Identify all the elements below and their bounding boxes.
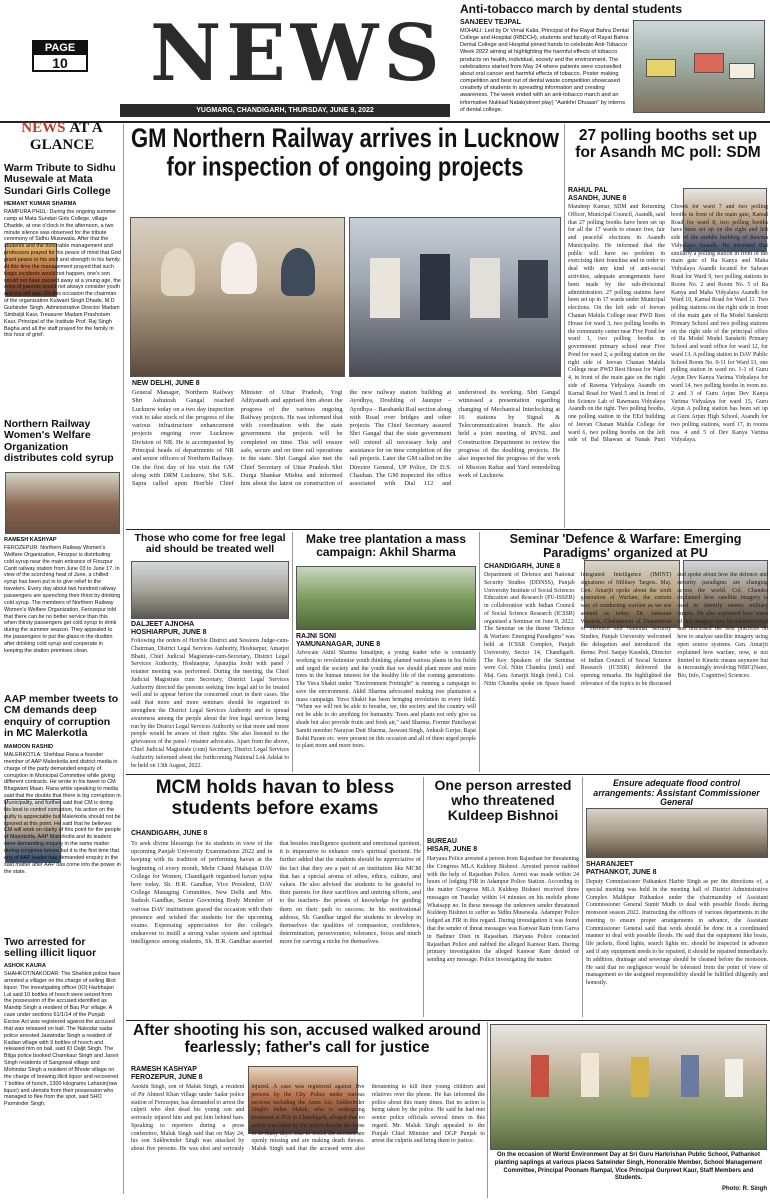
masthead-title: NEWS (150, 8, 445, 99)
poll-body: Mandeep Kumar, SDM and Returning Officer, Municipal Council, Asandh, said that 27 polling booths have been set up for all the 17 wards to ensure free, fair and peaceful elections in Asandh Municipality. He informed that the public will have no problem in exercising their franchise and in order to deal with any kind of anti-social activities, adequate arrangements have been made by the sub-divisional administration. 27 polling stations have been set up in 17 wards under Municipal elections. On the left side of Jeevan Chanan Mahila College near PWD Rest House for ward 3, two polling booths in the community center near Five Pond for ward 1, two polling booths in government primary school near Five Pond for ward 2, a polling station on the right side of Jeevan Chanan Mahila College near PWD Rest House for Ward 4, in front of the main gate on the right side of Rawma Vidyalaya Asandh on Karnal Road for Ward 5 and in front of the Science Lab of Rawmara Vidyalaya Asandh on the right. Two polling booths, one polling station in the EEd building of Jeevan Chanan Mahila College for ward 6, two polling booths on the left side of Bal Bhawan at Nanak Puni Chowk for ward 7 and two polling booths in front of the main gate, Kamal Road for ward 8, two polling booths have been set up on the right and left side of the middle building of Rawma Vidyalaya Asandh. He informed that similarly a polling station in front of the main gate of Ra Kanya and Maha Vidyalaya Asandh located for Salwan Road for Ward 9, two polling stations in Room No. 2 and Room No. 5 of Ra Kanya and Maha Vidyalaya Asandh for Ward 10, Karnal Road for Ward 11. Two polling stations on the right side in front of the main gate of Ra Model Sanskriti Primary School and two polling stations on the right side of the principal office of Ra Model Model Sanskriti Primary School and ward office for ward 12, for ward 13. A polling station in DAV Public School Room No. 0-11 for Ward 13, one polling station in ward no. 1-1 of Guru Arjun Dev Kanya Varima Vidyalaya for ward 14, two polling booths in room no. 2 and 3 of Guru Arjun Dev Kanya Varima Vidyalaya for ward 15, Guru Arjun A polling station has been set up at Guru Arjun High School, Asandh for two polling stations, ward 17, in rooms nos. 4 and 5 of Dev Kanya Varima Vidyalaya. (568, 204, 768, 444)
legal-meeting-photo (131, 561, 289, 619)
shoot-dateline: FEROZEPUR, JUNE 8 (131, 1074, 203, 1081)
poll-dateline: ASANDH, JUNE 8 (568, 195, 627, 202)
g4-byline: ASHOK KAURA (4, 963, 46, 969)
poll-title: 27 polling booths set up for Asandh MC poll: SDM (575, 127, 761, 161)
g1-body: RAMPURA PHUL: During the ongoing summer camp at Mata Sundari Girls College, village Dhadde, at one o'clock in the afternoon, a two minute silence was observed for the tribute ceremony of Sidhu Musewala. After that the students and the honorable management and professors prayed for his peace of mind that God grant peace to his soul and strength to his family. At this time the management prayed that such tragic incidents would not happen, one's son would not have passed away at a young age, the sons of parents would not always consider youth and cry old age. On this occasion the chairman of the organization Kulwant Singh Dhade, M.D Gurbinder Singh, Administrative Director Madam Simbaljit Kaur, Treasurer Madam Prashotam Kaur, Principal of the Institute Prof. Raj Singh Bagha and all the staff prayed for the family in this hour of grief. (4, 209, 121, 339)
gm-meeting-photo-2 (349, 217, 561, 377)
tree-byline: RAJNI SONI (296, 633, 337, 640)
g3-title: AAP member tweets to CM demands deep enquiry of corruption in MC Malerkotla (4, 693, 119, 739)
environment-day-caption: On the occasion of World Environment Day at Sri Guru Harkrishan Public School, Pathankot planting saplings at various places Satwinder Singh, Honorable Member, School Management Committee, Principal Poonam Rampal, Vice Principal Gurpreet Kaur, Staff Members and Students. (494, 1152, 763, 1182)
cold-syrup-photo (5, 472, 120, 534)
g1-byline: HEMANT KUMAR SHARMA (4, 201, 77, 207)
poll-divider (564, 124, 565, 528)
g2-title: Northern Railway Women's Welfare Organization distributes cold syrup (4, 418, 114, 464)
mcm-body: To seek divine blessings for its students in view of the upcoming Panjab University Examinations 2022 and in keeping with its tradition of performing havan at the beginning of every month, Mehr Chand Mahajan DAV College for Women, Chandigarh organised havan yajna here today. Sh. H.R. Gandhar, Vice President, DAV College Managing Committee, New Delhi and Mrs. Sudesh Gandhar, Senior Governing Body Member of various DAV institutions graced the occasion with their presence and wished the students for the upcoming exams. Expressing appreciation for the college's endeavour to instill a strong value system and spiritual intelligence among students, Sh. H.R. Gandhar asserted that besides intelligence quotient and emotional quotient, it is imperative to enhance one's spiritual quotient. He further added that the students should be appreciative of the fact that they are a part of an institution like MCM that has a special aroma of ethos, ethics, culture, and values. He also advised the students to be grateful to their parents for their sacrifices and untiring efforts, and to the teachers- the priests of knowledge for guiding them on their path to success. In his motivational address, Sh. Gandhar urged the students to develop in themselves the qualities of compassion, confidence, determination, perseverance, tolerance, focus and much more for carving a niche for themselves. (131, 840, 421, 946)
flood-meeting-photo (586, 808, 768, 858)
tree-divider (479, 532, 480, 772)
flood-byline: SHARANJEET (586, 861, 634, 868)
seminar-body: Department of Defence and National Security Studies (DDNSS), Panjab University Institute of Social Sciences Education and Research (PU-ISSER) in collaboration with Indian Council of Social Science Research (ICSSR) organised a Seminar on June 8, 2022. The Seminar on the theme "Defence & Warfare: Emerging Paradigms" was held at ICSSR Complex, Panjab University, Sector 14, Chandigarh. The Key Speakers of the Seminar were Col. Nitin Chandra (retd.) and Maj. Gen. Amarjit Singh (retd.). Col. Nitin Chandra spoke on Space based Integrated Intelligence (IMINT) signatures of Military Targets. Maj. Gen. Amarjit spoke about the sixth generation of Warfare, the current way of conducting warfare as we see around us today. Dr. Jaskaran Waraich, Chairperson of Department of Defence and National Security Studies, Panjab University welcomed the delegation and introduced the theme. Prof. Sanjay Kaushik, Director of Indian Council of Social Science Research (ICSSR) delivered the opening remarks. He highlighted the relevance of the topics to be discussed and spoke about how the defence and security paradigms are changing across the world. Col. Chandra explained how satellite imagery is used to identify enemy military targets. He also explained how some of this imagery may be misinterpreted and discussed the best practices on how to analyse satellite imagery using open source systems. Gen. Amarjit explained how warfare, now, is not limited to Kinetic means anymore but is increasingly involving NBIC(Nano, Bio, Info, Cognitive) Sciences. (484, 572, 768, 687)
g2-body: FEROZEPUR: Northern Railway Women's Welfare Organization, Firozpur is distributing cold syrup near the main entrance of Firozpur Cantt railway station from June 03 to June 17. In view of the scorching heat of June, a chilled syrup has been put in to give relief to the travelers. Every day about two hundred railway passengers are quenching their thirst by drinking cold syrup. The members of Northern Railway Women's Welfare Organization, Ferozepur told that there can be no better service than this when thirsty passengers get cold syrup to drink during the summer season. They appealed to the passengers to put the glass in the dustbin after drinking cold syrup and cooperate in keeping the station premises clean. (4, 545, 121, 654)
tree-title: Make tree plantation a mass campaign: Akhil Sharma (305, 532, 467, 559)
bishnoi-body: Haryana Police arrested a person from Rajasthan for threatening the Congress MLA Kuldeep Bishnoi. Arrested person nabbed with the help of Rajasthan Police. Arrest was made within 24 hours of lodging FIR in Adampur Police Station. According to the matter Congress MLA Kuldeep Bishnoi received three messages on Tuesday within 14 minutes on his mobile phone Whatsapp no. In these message the unknown sender threatened Kuldeep Bishnoi to suffer as Sidhu Musewala. Adampur Police lodged an FIR in this regard. During investigation it was found that the sender of threat messages was Kanwar Ram from Garva in Badmer Distt in Rajasthan. Haryana Police contacted Rajasthan Police and nabbed the alleged Kanwar Ram. During primary investigation the alleged Kanwar Ram denied of sending any message. Police investigating the matter. (427, 856, 579, 964)
glance-header (3, 120, 121, 154)
flood-body: Deputy Commissioner Pathankot Harbir Singh as per the directions of, a special meeting was held in the meeting hall of District Administrative Complex Malikpur Pathankot under the chairmanship of Assistant Commissioner General Sumit Mudh to deal with possible floods during monsoon season 2022. Instructing the officers of various departments in the meeting to ensure proper arrangements in advance, the Assistant Commissioner General said that work should be done in a coordinated manner to deal with possible floods. He said that the equipment like boats, life jackets, flood lights, search lights etc. should be inspected in advance and if any equipment needs to be repaired, it should be repaired immediately. In addition, drainage and sewerage should be cleaned before the monsoon. He said that no negligence would be tolerated from the point of view of management so the assigned responsibility should be fulfilled diligently and honestly. (586, 879, 768, 987)
shoot-byline: RAMESH KASHYAP (131, 1066, 197, 1073)
bishnoi-byline: BUREAU (427, 838, 457, 845)
lead-body: General Manager, Northern Railway Shri Ashutosh Gangal reached Lucknow today on a two day inspection visit to take stock of the progress of the various infrastructure enhancement projects ongoing over Lucknow Division of NR. He is accompanied by Principal heads of departments of NR and senior officers of Northern Railway. On the first day of his visit the GM along with DRM Lucknow, Shri S.K. Sapra called upon Hon'ble Chief Minister of Uttar Pradesh, Yogi Adityanath and apprised him about the progress of the various ongoing Railway projects. He was informed that with coordination with the state government the projects will be completed on time. This will ensure safe, secure and on time rail operations in the state. Shri Gangal also met the Chief Secretary of Uttar Pradesh Shri Durga Shankar Mishra and informed him about the latest on construction of the new railway station building at Ayodhya, Doubling of Jaunpur – Ayodhya – Barabanki Rail section along with Road over bridges and other projects. The Chief Secretary assured Shri Gangal that the state government will extend all necessary help and assistance for on time completion of the rail projects. Later the GM called on the Director General, UP Police, Dr D.S. Chauhan. The GM inspected the office associated with Dial 112 and understood its working. Shri Gangal witnessed a presentation regarding changing of Mechanical Interlocking at 16 stations by Signal & Telecommunication branch. He also held a joint meeting of RVNL and Construction Department to review the progress of the doubling projects. He also inspected the progress of the work of Mission Raftar and Yard remodeling work of Lucknow. (132, 389, 560, 488)
g3-body: MALERKOTLA: Shehbaz Rana a founder member of AAP Malerkotla and district media in charge of the party demanded enquiry of corruption in Municipal Committee while giving different contracts. He wrote in his tweet to CM Bhagwant Maan. Rana while speaking to media said that the doubts that there is big corruption in Municipality, and further said that CM is doing his best to control corruption, his action on the guilty is appreciable but Malerkotla should not be ignored at this point. He said that he believes CM will work on clarity of this point for the people of Malerkotla. AAP Malerkotla and its leaders were demanding enquiry in the same matter during congress tenure but it is the first time that any of AAP leader has demanded enquiry in the said matter after AAP has come into the power in the state. (4, 752, 121, 875)
flood-title: Ensure adequate flood control arrangements: Assistant Commissioner General (593, 778, 760, 807)
glance-news: NEWS (21, 120, 66, 136)
masthead-dateline: YUGMARG, CHANDIGARH, THURSDAY, JUNE 9, 2022 (196, 107, 374, 114)
bishnoi-divider (582, 777, 583, 1017)
mcm-dateline: CHANDIGARH, JUNE 8 (131, 830, 208, 837)
legal-divider (292, 532, 293, 772)
lead-bottom-rule (126, 529, 770, 530)
glance-word: GLANCE (29, 136, 95, 153)
g4-title: Two arrested for selling illicit liquor (4, 936, 97, 960)
mcm-title: MCM holds havan to bless students before exams (155, 777, 395, 819)
g2-byline: RAMESH KASHYAP (4, 537, 57, 543)
legal-title: Those who come for free legal aid should be treated well (134, 532, 286, 556)
flood-dateline: PATHANKOT, JUNE 8 (586, 869, 657, 876)
tree-plantation-photo (296, 566, 476, 630)
lead-title: GM Northern Railway arrives in Lucknow for inspection of ongoing projects (131, 122, 559, 182)
mcm-divider (423, 777, 424, 1017)
poll-byline: RAHUL PAL (568, 187, 608, 194)
tree-dateline: YAMUNANAGAR, JUNE 8 (296, 641, 381, 648)
page-label: PAGE (34, 42, 86, 55)
shoot-title: After shooting his son, accused walked around fearlessly; father's call for justice (133, 1022, 481, 1056)
top-story-byline: SANJEEV TEJPAL (460, 19, 521, 26)
g3-byline: MAMOON RASHID (4, 744, 54, 750)
top-story-body: MOHALI: Led by Dr Vimal Kalia, Principal of the Rayat Bahra Dental College and Hospital (RBDCH), students and faculty of Rayat Bahra Dental College and Hospital joined hands to celebrate Anti-Tobacco Week 2022 aiming at highlighting the harmful effects of tobacco products on health, individual, society and the environment. The celebrations started from May 24 where patients were counselled about oral cancer and harmful effects of tobacco. Poster making competition and best out of dental waste competition showcased creativity of students in spreading information and creating awareness. The week ended with an anti-tobacco march and an informative Nukkad Natak(street play) "Aankhri Dhuaan" by interns of dental college. (460, 28, 629, 113)
glance-at-a: AT A (69, 120, 103, 136)
row3-bottom-rule (126, 1020, 770, 1021)
legal-byline: DALJEET AJNOHA (131, 621, 195, 628)
g4-body: SHAHKOT/NAKODAR: The Shahkot police have arrested a villager on the charge of selling illicit liquor. The investigating officer (IO) Harbhajan Lal said 10 bottles of hooch were seized from the possession of the accused identified as Mandip Singh a resident of Bau Pur village. A case under sections 61/1/14 of the Punjab Excise Act was registered against the accused that was released on bail. The Nakodar sadar police arrested Jaswindar Singh a resident of Kadian village with 9 bottles of hooch and released him on bail, said IO Daljit Singh. The Bilga police booked Chamkaur Singh and Jasvir Singh residents of Sangowal village and Mohindar Singh a resident of Bhode village on the charge of brewing illicit liquor and recovered 7 bottles of hooch, 1300 kilograms Lahanin(raw liquor) and utensils from their possession who managed to flee from the spot, said SHO Parminder Singh. (4, 971, 121, 1108)
page-badge (32, 40, 88, 72)
tree-body: Advocate Akhil Sharma Ismailpur, a young leader who is constantly working to revolutionise youth thinking, planted various plants in his fields and urged the society and the youth that we should plant more and more trees in the human interest for the healthy life of the coming generations. The Yuva Shakti under "Environment Fortnight" is running a campaign to save the environment. Akhil Sharma advocated making tree plantation a mass campaign. Yuva Shakti has been bringing revolution in every field. "When we will not be able to breathe, we, the society and the country will not be able to do anything for humanity. Trees and plants not only give us shade but also provide fruits and fresh air," said Sharma. Former Panchayat Samiti member Narayan Dutt Sharma, Jaswant Singh, Ankush Gurjar, Rajat Rohit Param etc. were present on this occasion and all of them urged people to plant more and more trees. (296, 650, 476, 750)
top-story-title: Anti-tobacco march by dental students (460, 2, 683, 16)
shoot-body: Anokhi Singh, son of Maluk Singh, a resident of Pir Ahmed Khan village under Sadar police station of Ferozepur, has demanded to arrest the culprit who shot dead his young son and seriously injured him and put him behind bars. Speaking to reporters during a press conference, Maluk Singh said that on May 24, his son Sukhwinder Singh was attacked by about five persons. He was shot and seriously injured. A case was registered against five persons by the City Police under various sections including the Arms Act. Sukhwinder Singh's father Maluk, who is undergoing treatment at PGI in Chandigarh, alleged that no action was taken by the police despite the lapse of so many days. Due to which the accused are openly missing and are making death threats. Maluk Singh said that the accused were also threatening to kill their young children and relatives over the phone. He has informed the police about this many times. But no action is being taken by the police. He said he had met senior police officials several times in this regard. Mr. Maluk Singh appealed to the Punjab Chief Minister and DGP Punjab to arrest the culprits and bring them to justice. (131, 1084, 485, 1153)
anti-tobacco-march-photo (633, 20, 765, 113)
g1-title: Warm Tribute to Sidhu Musewale at Mata Sundari Girls College (4, 162, 116, 197)
bishnoi-title: One person arrested who threatened Kuldeep Bishnoi (434, 777, 572, 824)
seminar-dateline: CHANDIGARH, JUNE 8 (484, 563, 561, 570)
shoot-divider (487, 1022, 488, 1198)
legal-body: Following the orders of Hon'ble District and Sessions Judge-cum-Chairman, District Legal Services Authority, Hoshiarpur, Amarjot Bhatti, Chief Judicial Magistrate-cum-Secretary, District Legal Services Authority, Hoshiarpur, Aparajita Joshi with panel / retainer meeting was performed. During the meeting, the Chief Judicial Magistrate cum Secretary, District Legal Services Authority directed the persons seeking free legal aid to be treated well and to appear before the concerned court in their cases. She said that more and more seminars should be organized to strengthen the District Legal Services Authority and to spread awareness among the people about the free legal services being run by the District Legal Services Authority so that more and more people would be aware of their rights. She also listened to the grievances of the panel / retainer advocates. Apart from the above, Chief Judicial Magistrate (cum) Secretary, District Legal Services Authority informed about the forthcoming National Lok Adalat to be held on 13th August, 2022. (131, 638, 289, 769)
bishnoi-dateline: HISAR, JUNE 8 (427, 846, 478, 853)
left-column-divider (123, 124, 124, 1194)
environment-day-photo (490, 1024, 767, 1150)
gm-meeting-photo-1 (130, 217, 345, 377)
lead-dateline: NEW DELHI, JUNE 8 (132, 380, 200, 387)
row2-bottom-rule (126, 774, 770, 775)
seminar-title: Seminar 'Defence & Warfare: Emerging Paradigms' organized at PU (509, 532, 742, 560)
environment-day-photo-credit: Photo: R. Singh (722, 1186, 767, 1192)
legal-dateline: HOSHIARPUR, JUNE 8 (131, 629, 207, 636)
page-number: 10 (52, 55, 68, 71)
